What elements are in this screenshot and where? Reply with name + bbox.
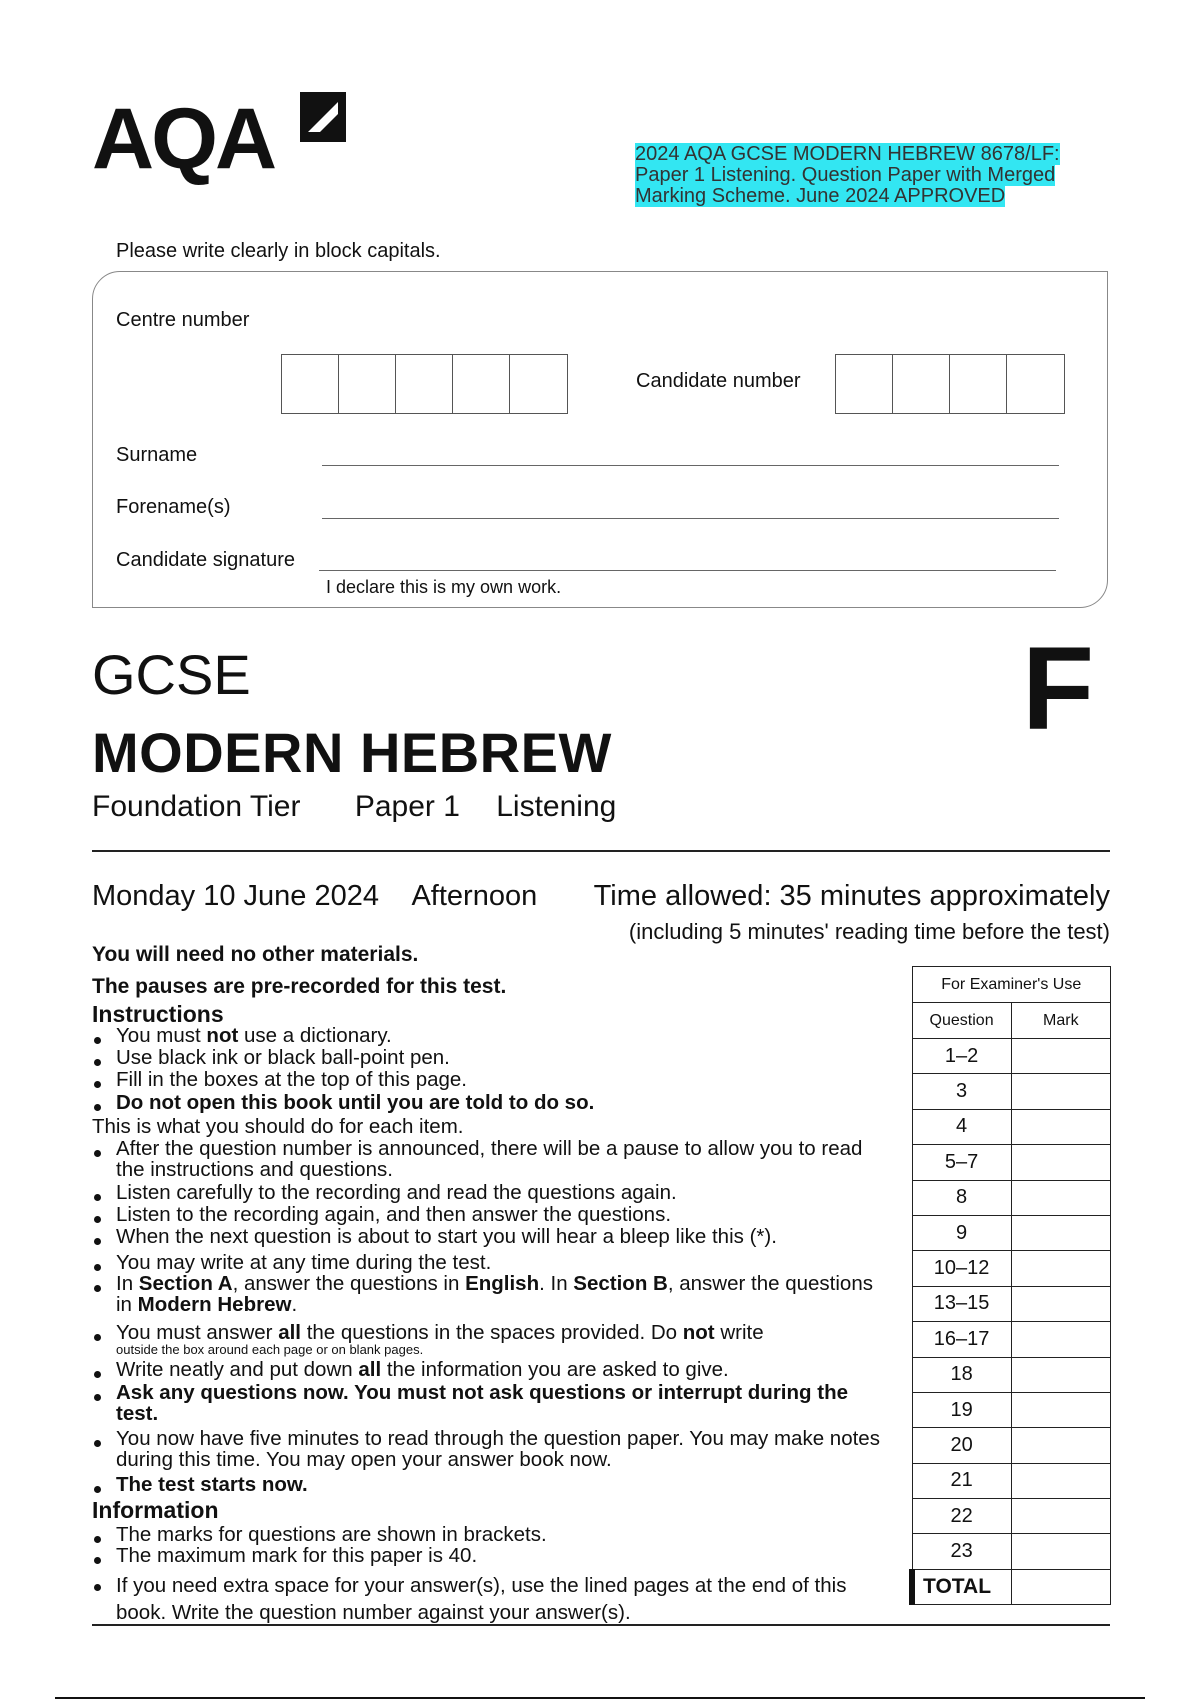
divider xyxy=(92,1624,1110,1626)
mark-cell[interactable] xyxy=(1011,1392,1110,1427)
information-item: The marks for questions are shown in brackets. xyxy=(92,1524,892,1545)
page-bottom-rule xyxy=(55,1697,1145,1699)
candidate-number-label: Candidate number xyxy=(636,370,801,392)
mark-cell[interactable] xyxy=(1011,1215,1110,1250)
examiner-table-row xyxy=(912,1499,1111,1534)
examiner-use-table xyxy=(909,966,1111,1605)
question-number-cell: 10–12 xyxy=(912,1251,1011,1286)
mark-cell[interactable] xyxy=(1011,1428,1110,1463)
question-number-cell: 5–7 xyxy=(912,1145,1011,1180)
examiner-table-row xyxy=(912,1180,1111,1215)
total-label: TOTAL xyxy=(912,1569,1011,1604)
information-item: The maximum mark for this paper is 40. xyxy=(92,1545,892,1566)
examiner-table-row xyxy=(912,1039,1111,1074)
examiner-table-row xyxy=(912,1215,1111,1250)
instruction-item: Listen to the recording again, and then answer the questions. xyxy=(92,1204,892,1225)
instruction-item: You must not use a dictionary. xyxy=(92,1025,892,1046)
document-title-note: 2024 AQA GCSE MODERN HEBREW 8678/LF: Paper 1 Listening. Question Paper with Merged Marking Scheme. June 2024 APPROVED xyxy=(635,143,1060,207)
divider xyxy=(92,850,1110,852)
mark-cell[interactable] xyxy=(1011,1463,1110,1498)
examiner-table-row xyxy=(912,1286,1111,1321)
instruction-item: Write neatly and put down all the information you are asked to give. xyxy=(92,1359,892,1380)
centre-number-cell[interactable] xyxy=(282,355,339,413)
mark-column-header: Mark xyxy=(1011,1003,1110,1039)
question-number-cell: 9 xyxy=(912,1215,1011,1250)
total-mark-cell[interactable] xyxy=(1011,1569,1110,1604)
exam-session: Afternoon xyxy=(411,880,538,912)
qualification-title: GCSE xyxy=(92,643,251,706)
instructions-heading: Instructions xyxy=(92,1001,224,1027)
instruction-item: You may write at any time during the test. xyxy=(92,1252,892,1273)
declaration-text: I declare this is my own work. xyxy=(326,577,562,597)
question-number-cell: 1–2 xyxy=(912,1039,1011,1074)
question-number-cell: 8 xyxy=(912,1180,1011,1215)
examiner-table-row xyxy=(912,1463,1111,1498)
candidate-number-cell[interactable] xyxy=(893,355,950,413)
mark-cell[interactable] xyxy=(1011,1039,1110,1074)
aqa-logo-text: AQA xyxy=(92,91,275,187)
question-number-cell: 20 xyxy=(912,1428,1011,1463)
centre-number-cell[interactable] xyxy=(510,355,567,413)
instruction-item: In Section A, answer the questions in English. In Section B, answer the questions in Modern Hebrew. xyxy=(92,1273,892,1315)
mark-cell[interactable] xyxy=(1011,1534,1110,1569)
component-name: Listening xyxy=(496,790,617,823)
mark-cell[interactable] xyxy=(1011,1109,1110,1144)
information-item: If you need extra space for your answer(s), use the lined pages at the end of this book. Write the question number against your answer(s). xyxy=(92,1572,892,1626)
centre-number-label: Centre number xyxy=(116,309,250,331)
examiner-table-row xyxy=(912,1357,1111,1392)
paper-number: Paper 1 xyxy=(354,790,460,823)
examiner-table-row xyxy=(912,1392,1111,1427)
signature-field[interactable] xyxy=(319,570,1056,571)
centre-number-cell[interactable] xyxy=(453,355,510,413)
candidate-number-cell[interactable] xyxy=(950,355,1007,413)
mark-cell[interactable] xyxy=(1011,1251,1110,1286)
question-number-cell: 4 xyxy=(912,1109,1011,1144)
aqa-logo-mark-icon xyxy=(296,88,350,146)
instruction-item: The test starts now. xyxy=(92,1474,892,1495)
candidate-number-cell[interactable] xyxy=(1007,355,1064,413)
mark-cell[interactable] xyxy=(1011,1499,1110,1534)
mark-cell[interactable] xyxy=(1011,1357,1110,1392)
examiner-table-row xyxy=(912,1145,1111,1180)
instruction-item: You must answer all the questions in the spaces provided. Do not write outside the box around each page or on blank pages. xyxy=(92,1322,892,1357)
question-number-cell: 13–15 xyxy=(912,1286,1011,1321)
mark-cell[interactable] xyxy=(1011,1286,1110,1321)
question-number-cell: 18 xyxy=(912,1357,1011,1392)
time-allowed: Time allowed: 35 minutes approximately xyxy=(593,880,1110,912)
question-number-cell: 3 xyxy=(912,1074,1011,1109)
mark-cell[interactable] xyxy=(1011,1145,1110,1180)
subject-title: MODERN HEBREW xyxy=(92,721,612,784)
examiner-table-row xyxy=(912,1109,1111,1144)
pauses-note: The pauses are pre-recorded for this test. xyxy=(92,975,507,998)
centre-number-boxes[interactable] xyxy=(281,354,568,414)
mark-cell[interactable] xyxy=(1011,1074,1110,1109)
question-number-cell: 16–17 xyxy=(912,1322,1011,1357)
signature-label: Candidate signature xyxy=(116,549,296,571)
instruction-item: After the question number is announced, there will be a pause to allow you to read the instructions and questions. xyxy=(92,1138,892,1180)
candidate-number-cell[interactable] xyxy=(836,355,893,413)
examiner-table-row xyxy=(912,1074,1111,1109)
instruction-item: Use black ink or black ball-point pen. xyxy=(92,1047,892,1068)
examiner-table-title: For Examiner's Use xyxy=(912,967,1111,1003)
centre-number-cell[interactable] xyxy=(396,355,453,413)
forename-field[interactable] xyxy=(322,518,1059,519)
examiner-table-row xyxy=(912,1251,1111,1286)
centre-number-cell[interactable] xyxy=(339,355,396,413)
candidate-details-box xyxy=(92,271,1108,608)
instruction-item: Fill in the boxes at the top of this page. xyxy=(92,1069,892,1090)
question-number-cell: 19 xyxy=(912,1392,1011,1427)
question-number-cell: 21 xyxy=(912,1463,1011,1498)
surname-label: Surname xyxy=(116,444,198,466)
examiner-table-row xyxy=(912,1322,1111,1357)
information-heading: Information xyxy=(92,1497,219,1523)
tier-name: Foundation Tier xyxy=(92,790,301,823)
mark-cell[interactable] xyxy=(1011,1322,1110,1357)
examiner-table-row xyxy=(912,1428,1111,1463)
block-capitals-instruction: Please write clearly in block capitals. xyxy=(116,240,441,262)
candidate-number-boxes[interactable] xyxy=(835,354,1065,414)
instruction-item: You now have five minutes to read through the question paper. You may make notes during this time. You may open your answer book now. xyxy=(92,1428,892,1470)
exam-date: Monday 10 June 2024 xyxy=(92,880,379,912)
tier-letter: F xyxy=(1022,623,1095,755)
question-column-header: Question xyxy=(912,1003,1011,1039)
mark-cell[interactable] xyxy=(1011,1180,1110,1215)
instruction-item: When the next question is about to start you will hear a bleep like this (*). xyxy=(92,1226,892,1247)
materials-note: You will need no other materials. xyxy=(92,943,419,966)
surname-field[interactable] xyxy=(322,465,1059,466)
exam-date-line xyxy=(92,880,563,913)
time-note: (including 5 minutes' reading time before the test) xyxy=(628,919,1110,944)
question-number-cell: 22 xyxy=(912,1499,1011,1534)
instruction-item: Do not open this book until you are told to do so. xyxy=(92,1092,892,1113)
forename-label: Forename(s) xyxy=(116,496,231,518)
question-number-cell: 23 xyxy=(912,1534,1011,1569)
instruction-item: Ask any questions now. You must not ask questions or interrupt during the test. xyxy=(92,1382,892,1424)
examiner-table-row xyxy=(912,1534,1111,1569)
instruction-intro: This is what you should do for each item. xyxy=(92,1115,464,1138)
paper-details xyxy=(92,790,616,824)
instruction-item: Listen carefully to the recording and read the questions again. xyxy=(92,1182,892,1203)
